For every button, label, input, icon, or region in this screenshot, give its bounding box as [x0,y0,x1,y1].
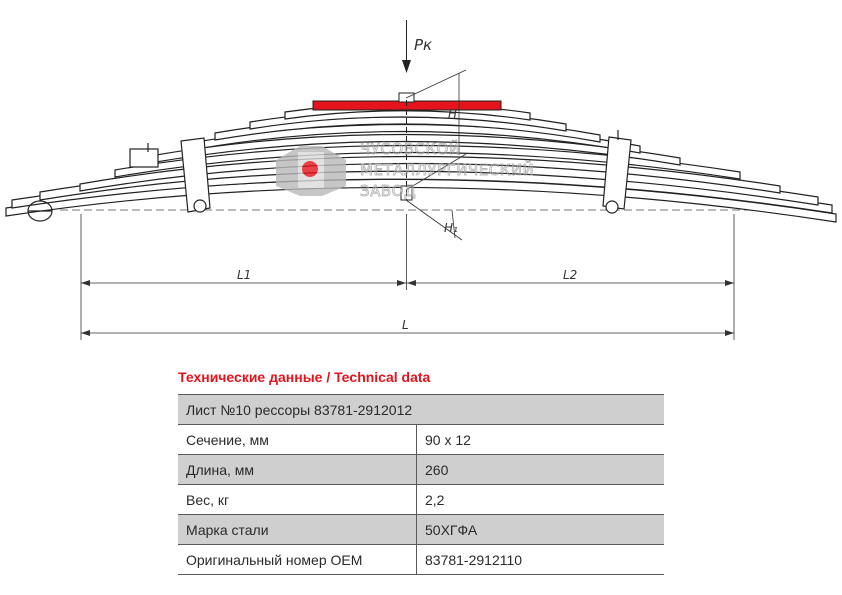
force-label: Pк [414,36,433,54]
height2-label: H₁ [444,221,458,235]
watermark-line-3: ЗАВОД [360,182,417,200]
row-value: 260 [417,455,665,485]
table-row [178,455,664,485]
row-value: 83781-2912110 [417,545,665,575]
row-value: 90 х 12 [417,425,665,455]
total-length-label: L [402,318,409,332]
row-label: Длина, мм [178,455,417,485]
row-value: 50ХГФА [417,515,665,545]
watermark-line-2: МЕТАЛЛУРГИЧЕСКИЙ [360,161,535,179]
table-row [178,425,664,455]
table-row [178,545,664,575]
logo-dot-icon [302,161,318,177]
watermark-line-1: ЧУСОВСКОЙ [360,140,461,158]
right-length-label: L2 [563,268,578,282]
row-value: 2,2 [417,485,665,515]
table-title-row [178,395,664,425]
force-arrow [402,20,432,73]
table-title: Лист №10 рессоры 83781-2912012 [178,395,664,425]
technical-data-table [178,394,664,575]
table-row [178,485,664,515]
row-label: Оригинальный номер OEM [178,545,417,575]
height-label: H [448,107,458,121]
left-length-label: L1 [237,268,252,282]
row-label: Марка стали [178,515,417,545]
row-label: Вес, кг [178,485,417,515]
table-row [178,515,664,545]
row-label: Сечение, мм [178,425,417,455]
section-heading: Технические данные / Technical data [178,369,431,385]
